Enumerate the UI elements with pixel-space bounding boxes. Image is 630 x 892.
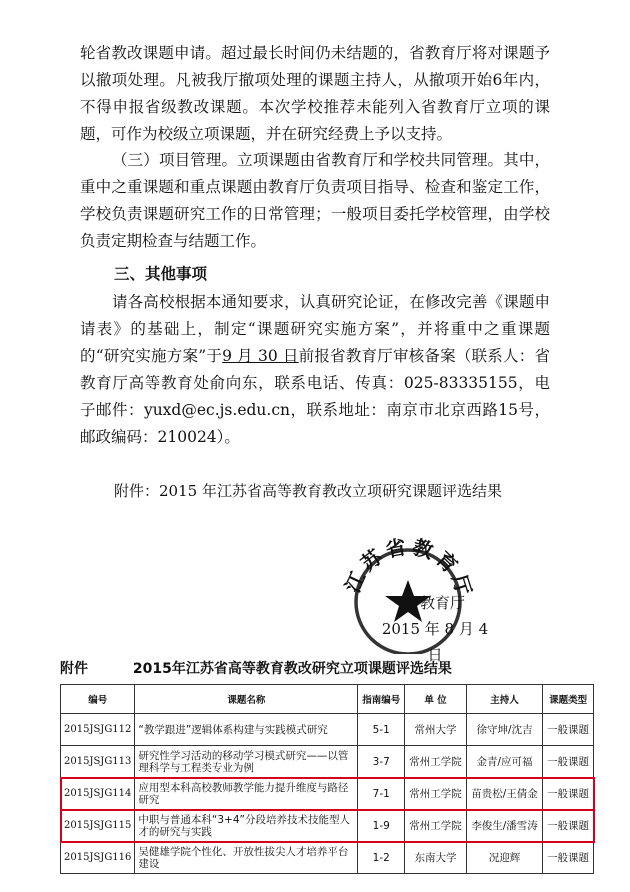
cell-guide: 1-2 — [358, 842, 405, 874]
cell-name: 吴健雄学院个性化、开放性拔尖人才培养平台建设 — [135, 842, 358, 874]
cell-unit: 常州工学院 — [405, 778, 467, 810]
cell-type: 一般课题 — [543, 842, 594, 874]
results-table — [60, 684, 594, 874]
cell-host: 况迎辉 — [466, 842, 542, 874]
cell-name: “教学跟进”逻辑体系构建与实践模式研究 — [135, 714, 358, 746]
table-row — [61, 746, 594, 778]
col-guide: 指南编号 — [358, 685, 405, 714]
paragraph-3-part-a: 请各高校根据本通知要求，认真研究论证，在修改完善《课题申请表》的基础上，制定“课题研究实施方案”，并将重中之重课题的“研究实施方案”于 — [80, 293, 550, 365]
cell-host: 徐守坤/沈吉 — [466, 714, 542, 746]
col-host: 主持人 — [466, 685, 542, 714]
cell-host: 金青/应可福 — [466, 746, 542, 778]
deadline-date: 9 月 30 日 — [222, 347, 299, 365]
col-code: 编号 — [61, 685, 135, 714]
paragraph-1: 轮省教改课题申请。超过最长时间仍未结题的，省教育厅将对课题予以撤项处理。凡被我厅撤项处理的课题主持人，从撤项开始6年内，不得申报省级教改课题。本次学校推荐未能列入省教育厅立项的课题，可作为校级立项课题，并在研究经费上予以支持。 — [80, 44, 550, 143]
table-row — [61, 714, 594, 746]
cell-guide: 1-9 — [358, 810, 405, 842]
cell-code: 2015JSJG115 — [61, 810, 135, 842]
cell-name: 应用型本科高校教师教学能力提升维度与路径研究 — [135, 778, 358, 810]
col-unit: 单 位 — [405, 685, 467, 714]
table-row-highlighted — [61, 810, 594, 842]
cell-guide: 3-7 — [358, 746, 405, 778]
col-name: 课题名称 — [135, 685, 358, 714]
cell-host: 李俊生/潘雪涛 — [466, 810, 542, 842]
cell-type: 一般课题 — [543, 746, 594, 778]
section-heading-3: 三、其他事项 — [114, 265, 208, 283]
cell-guide: 7-1 — [358, 778, 405, 810]
table-row — [61, 842, 594, 874]
table-title-text: 2015年江苏省高等教育教改研究立项课题评选结果 — [132, 661, 452, 677]
col-type: 课题类型 — [543, 685, 594, 714]
signature-date: 2015 年 8 月 4 日 — [381, 620, 489, 664]
cell-unit: 常州工学院 — [405, 746, 467, 778]
signature-block — [380, 590, 490, 668]
table-label: 附件 — [60, 661, 88, 677]
cell-code: 2015JSJG116 — [61, 842, 135, 874]
cell-type: 一般课题 — [543, 810, 594, 842]
cell-code: 2015JSJG114 — [61, 778, 135, 810]
cell-host: 苗贵松/王倩金 — [466, 778, 542, 810]
cell-unit: 常州大学 — [405, 714, 467, 746]
cell-type: 一般课题 — [543, 778, 594, 810]
paragraph-3-part-b: 前报省教育厅审核备案（联系人：省教育厅高等教育处俞向东，联系电话、传真：025-83335155，电子邮件：yuxd@ec.js.edu.cn，联系地址：南京市北京西路15号，邮政编码：210024）。 — [80, 347, 550, 446]
paragraph-2: （三）项目管理。立项课题由省教育厅和学校共同管理。其中，重中之重课题和重点课题由教育厅负责项目指导、检查和鉴定工作，学校负责课题研究工作的日常管理；一般项目委托学校管理，由学校负责定期检查与结题工作。 — [80, 151, 550, 250]
seal-text: 江苏省教育厅 — [340, 534, 478, 602]
cell-unit: 东南大学 — [405, 842, 467, 874]
table-title — [60, 658, 452, 678]
paragraph-3 — [80, 289, 550, 451]
attachment-note: 附件：2015 年江苏省高等教育教改立项研究课题评选结果 — [114, 482, 502, 500]
cell-name: 中职与普通本科“3+4”分段培养技术技能型人才的研究与实践 — [135, 810, 358, 842]
cell-code: 2015JSJG113 — [61, 746, 135, 778]
cell-unit: 常州工学院 — [405, 810, 467, 842]
table-header-row — [61, 685, 594, 714]
cell-guide: 5-1 — [358, 714, 405, 746]
cell-name: 研究性学习活动的移动学习模式研究——以管理科学与工程类专业为例 — [135, 746, 358, 778]
signature-org: 省教育厅 — [404, 594, 465, 612]
cell-type: 一般课题 — [543, 714, 594, 746]
table-row-highlighted — [61, 778, 594, 810]
cell-code: 2015JSJG112 — [61, 714, 135, 746]
